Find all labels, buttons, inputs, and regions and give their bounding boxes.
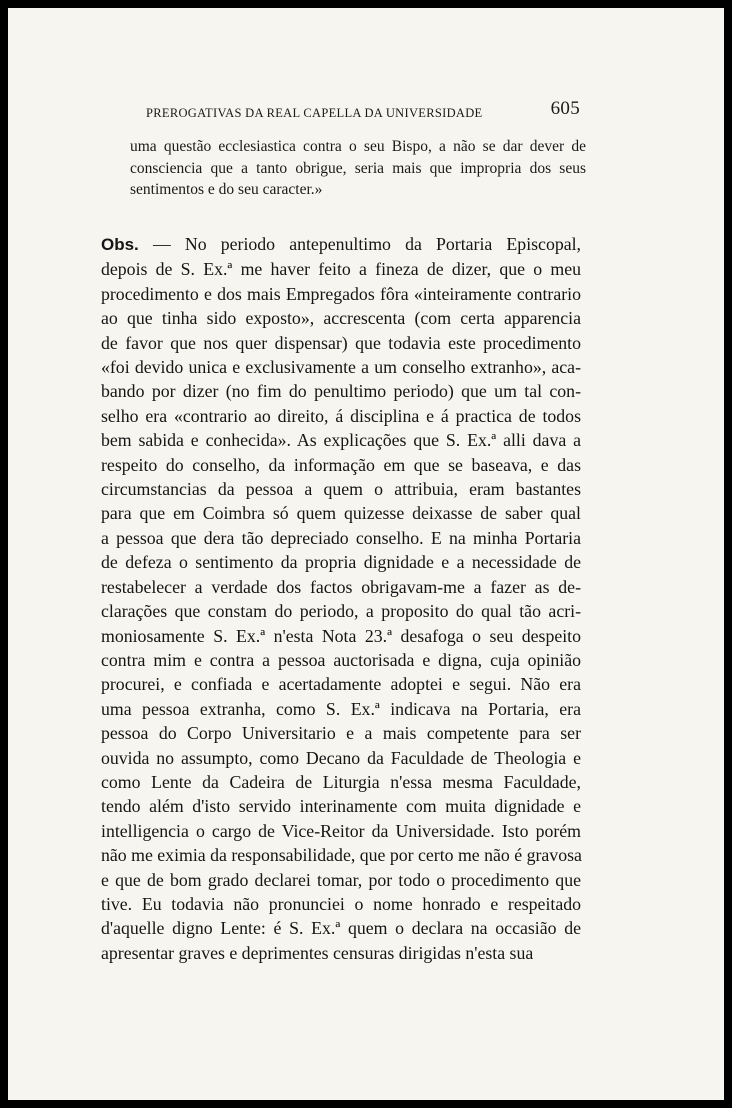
quote-line: consciencia que a tanto obrigue, seria mais que impropria dos seus bbox=[130, 159, 586, 177]
text-line: como Lente da Cadeira de Liturgia n'essa mesma Faculdade, bbox=[101, 771, 581, 792]
body-paragraph bbox=[101, 232, 581, 965]
text-line-content: — No periodo antepenultimo da Portaria Episcopal, bbox=[152, 234, 582, 254]
quote-line: uma questão ecclesiastica contra o seu Bispo, a não se dar dever de bbox=[130, 138, 586, 155]
text-line: depois de S. Ex.ª me haver feito a fineza de dizer, que o meu bbox=[101, 259, 581, 280]
text-line: tendo além d'isto servido interinamente com muita dignidade e bbox=[101, 796, 581, 817]
text-line: ouvida no assumpto, como Decano da Faculdade de Theologia e bbox=[101, 747, 581, 768]
text-line: procurei, e confiada e acertadamente adoptei e segui. Não era bbox=[101, 674, 581, 695]
text-line bbox=[101, 232, 581, 257]
text-line: tive. Eu todavia não pronunciei o nome honrado e respeitado bbox=[101, 893, 581, 914]
text-line: restabelecer a verdade dos factos obrigavam-me a fazer as de- bbox=[101, 576, 581, 597]
text-line: e que de bom grado declarei tomar, por todo o procedimento que bbox=[101, 869, 581, 890]
book-page bbox=[8, 8, 724, 1100]
text-line: pessoa do Corpo Universitario e a mais competente para ser bbox=[101, 723, 581, 744]
text-line: moniosamente S. Ex.ª n'esta Nota 23.ª desafoga o seu despeito bbox=[101, 625, 581, 646]
text-line: não me eximia da responsabilidade, que por certo me não é gravosa bbox=[101, 845, 582, 866]
text-line: de favor que nos quer dispensar) que todavia este procedimento bbox=[101, 332, 581, 353]
text-line: apresentar graves e deprimentes censuras dirigidas n'esta sua bbox=[101, 942, 534, 963]
text-line: «foi devido unica e exclusivamente a um conselho extranho», aca- bbox=[101, 357, 581, 378]
text-line: selho era «contrario ao direito, á disciplina e á practica de todos bbox=[101, 405, 581, 426]
quote-block bbox=[130, 136, 586, 201]
text-line: respeito do conselho, da informação em que se baseava, e das bbox=[101, 454, 581, 475]
text-line: a pessoa que dera tão depreciado conselho. E na minha Portaria bbox=[101, 527, 581, 548]
text-line: ao que tinha sido exposto», accrescenta (com certa apparencia bbox=[101, 308, 581, 329]
text-line: contra mim e contra a pessoa auctorisada e digna, cuja opinião bbox=[101, 649, 581, 670]
quote-line: sentimentos e do seu caracter.» bbox=[130, 181, 323, 198]
text-line: d'aquelle digno Lente: é S. Ex.ª quem o declara na occasião de bbox=[101, 918, 581, 939]
text-line: para que em Coimbra só quem quizesse deixasse de saber qual bbox=[101, 503, 581, 524]
obs-label: Obs. bbox=[101, 235, 139, 254]
page-number: 605 bbox=[550, 98, 580, 119]
text-line: procedimento e dos mais Empregados fôra «inteiramente contrario bbox=[101, 283, 581, 304]
text-line: uma pessoa extranha, como S. Ex.ª indicava na Portaria, era bbox=[101, 698, 581, 719]
text-line: bem sabida e conhecida». As explicações que S. Ex.ª alli dava a bbox=[101, 430, 581, 451]
text-line: clarações que constam do periodo, a proposito do qual tão acri- bbox=[101, 601, 581, 622]
text-line: de defeza o sentimento da propria dignidade e a necessidade de bbox=[101, 552, 581, 573]
running-title: PREROGATIVAS DA REAL CAPELLA DA UNIVERSIDADE bbox=[146, 106, 483, 120]
text-line: bando por dizer (no fim do penultimo periodo) que um tal con- bbox=[101, 381, 581, 402]
text-line: intelligencia o cargo de Vice-Reitor da Universidade. Isto porém bbox=[101, 820, 581, 841]
text-line: circumstancias da pessoa a quem o attribuia, eram bastantes bbox=[101, 479, 581, 500]
